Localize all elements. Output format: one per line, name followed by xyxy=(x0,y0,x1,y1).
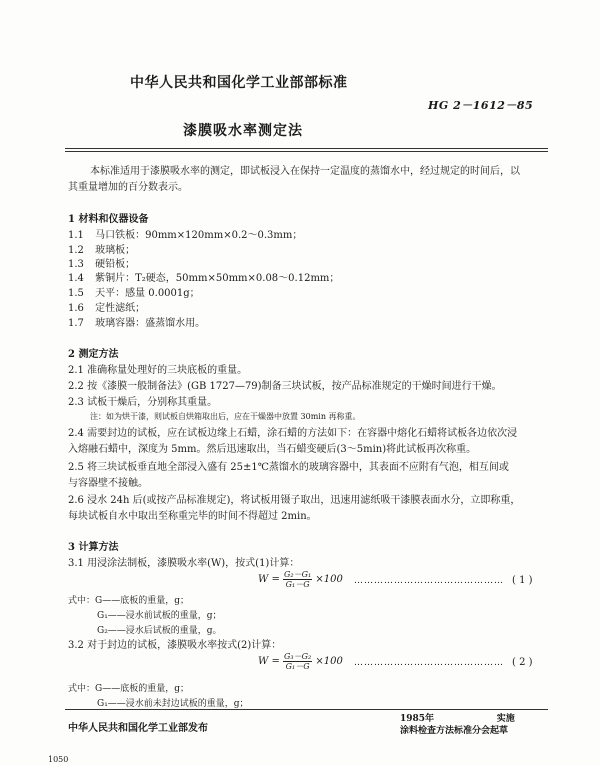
legend-1-line-3: G₂——浸水后试板的重量，g。 xyxy=(97,626,222,636)
step-2-5-line-1: 2.5 将三块试板垂直地全部浸入盛有 25±1℃蒸馏水的玻璃容器中，其表面不应附有气泡，相互间或 xyxy=(68,462,509,473)
item-number: 1.3 xyxy=(68,259,84,270)
item-text: 马口铁板：90mm×120mm×0.2～0.3mm； xyxy=(95,230,303,241)
item-text: 定性滤纸； xyxy=(95,303,146,314)
footer-drafter: 涂料检查方法标准分会起草 xyxy=(400,726,509,736)
header-rule-top xyxy=(65,148,548,149)
intro-line-1: 本标准适用于漆膜吸水率的测定，即试板浸入在保持一定温度的蒸馏水中，经过规定的时间后，以 xyxy=(90,166,520,177)
step-2-4-line-1: 2.4 需要封边的试板，应在试板边缘上石蜡，涂石蜡的方法如下：在容器中熔化石蜡将试板各边依次浸 xyxy=(68,428,518,439)
item-text: 紫铜片：T₂硬态，50mm×50mm×0.08～0.12mm； xyxy=(95,273,340,284)
fraction-numerator: G₂－G₁ xyxy=(284,570,312,579)
item-1-4 xyxy=(68,271,339,286)
formula-fraction xyxy=(283,570,312,589)
item-text: 天平：感量 0.0001g； xyxy=(95,288,200,299)
item-text: 玻璃容器：盛蒸馏水用。 xyxy=(95,318,206,329)
legend-2-line-2: G₁——浸水前未封边试板的重量，g； xyxy=(97,699,249,709)
step-2-4-line-2: 入熔融石蜡中，深度为 5mm。然后迅速取出，当石蜡变硬后(3～5min)将此试板再次称重。 xyxy=(68,444,477,455)
formula-multiplier: ×100 xyxy=(315,656,343,667)
step-3-1: 3.1 用浸涂法制板，漆膜吸水率(W)，按式(1)计算： xyxy=(68,558,300,569)
step-2-6-line-2: 每块试板自水中取出至称重完毕的时间不得超过 2min。 xyxy=(68,511,317,522)
item-1-3 xyxy=(68,257,135,272)
formula-2-leader: ……………………………………… xyxy=(354,658,504,668)
item-number: 1.4 xyxy=(68,273,84,284)
formula-1-number: ( 1 ) xyxy=(512,575,533,586)
step-2-1: 2.1 准确称量处理好的三块底板的重量。 xyxy=(68,365,248,376)
formula-fraction xyxy=(283,652,312,671)
item-1-7 xyxy=(68,316,205,331)
formula-multiplier: ×100 xyxy=(315,574,343,585)
step-2-2: 2.2 按《漆膜一般制备法》(GB 1727—79)制备三块试板，按产品标准规定的干燥时间进行干燥。 xyxy=(68,381,502,392)
document-title: 漆膜吸水率测定法 xyxy=(183,123,303,139)
step-2-5-line-2: 与容器壁不接触。 xyxy=(68,478,148,489)
item-1-6 xyxy=(68,301,145,316)
fraction-numerator: G₃－G₂ xyxy=(284,652,312,661)
item-number: 1.6 xyxy=(68,303,84,314)
header-rule-bottom xyxy=(65,151,548,152)
formula-2-number: ( 2 ) xyxy=(512,657,533,668)
item-1-5 xyxy=(68,286,200,301)
step-2-3: 2.3 试板干燥后，分别称其重量。 xyxy=(68,397,218,408)
legend-1-line-1: 式中：G——底板的重量，g； xyxy=(68,596,189,606)
formula-1-leader: ……………………………………… xyxy=(354,576,504,586)
fraction-denominator: G₁－G xyxy=(285,580,310,589)
formula-lhs: W = xyxy=(258,656,280,667)
fraction-denominator: G₁－G xyxy=(285,662,310,671)
standard-code: HG 2－1612－85 xyxy=(428,99,534,112)
formula-2 xyxy=(258,652,343,671)
issuing-org: 中华人民共和国化学工业部部标准 xyxy=(130,75,348,91)
item-text: 硬铅板； xyxy=(95,259,136,270)
item-number: 1.7 xyxy=(68,318,84,329)
item-number: 1.1 xyxy=(68,230,84,241)
footer-effective-date: 1985年 实施 xyxy=(400,714,515,724)
section-2-heading: 2 测定方法 xyxy=(68,349,119,360)
step-2-6-line-1: 2.6 浸水 24h 后(或按产品标准规定)，将试板用镊子取出，迅速用滤纸吸干漆膜表面水分，立即称重， xyxy=(68,495,521,506)
page-number: 1050 xyxy=(48,755,69,764)
item-1-2 xyxy=(68,243,135,258)
step-2-3-note: 注：如为烘干漆，则试板自烘箱取出后，应在干燥器中放置 30min 再称重。 xyxy=(90,412,361,421)
formula-lhs: W = xyxy=(258,574,280,585)
item-1-1 xyxy=(68,228,302,243)
section-3-heading: 3 计算方法 xyxy=(68,542,119,553)
item-number: 1.5 xyxy=(68,288,84,299)
footer-rule xyxy=(65,709,548,710)
step-3-2: 3.2 对于封边的试板，漆膜吸水率按式(2)计算： xyxy=(68,640,282,651)
item-number: 1.2 xyxy=(68,245,84,256)
legend-2-line-1: 式中：G——底板的重量，g； xyxy=(68,684,189,694)
item-text: 玻璃板； xyxy=(95,245,136,256)
formula-1 xyxy=(258,570,343,589)
section-1-heading: 1 材料和仪器设备 xyxy=(68,214,149,225)
legend-1-line-2: G₁——浸水前试板的重量，g； xyxy=(97,611,222,621)
footer-publisher: 中华人民共和国化学工业部发布 xyxy=(68,723,208,734)
intro-line-2: 其重量增加的百分数表示。 xyxy=(68,182,188,193)
